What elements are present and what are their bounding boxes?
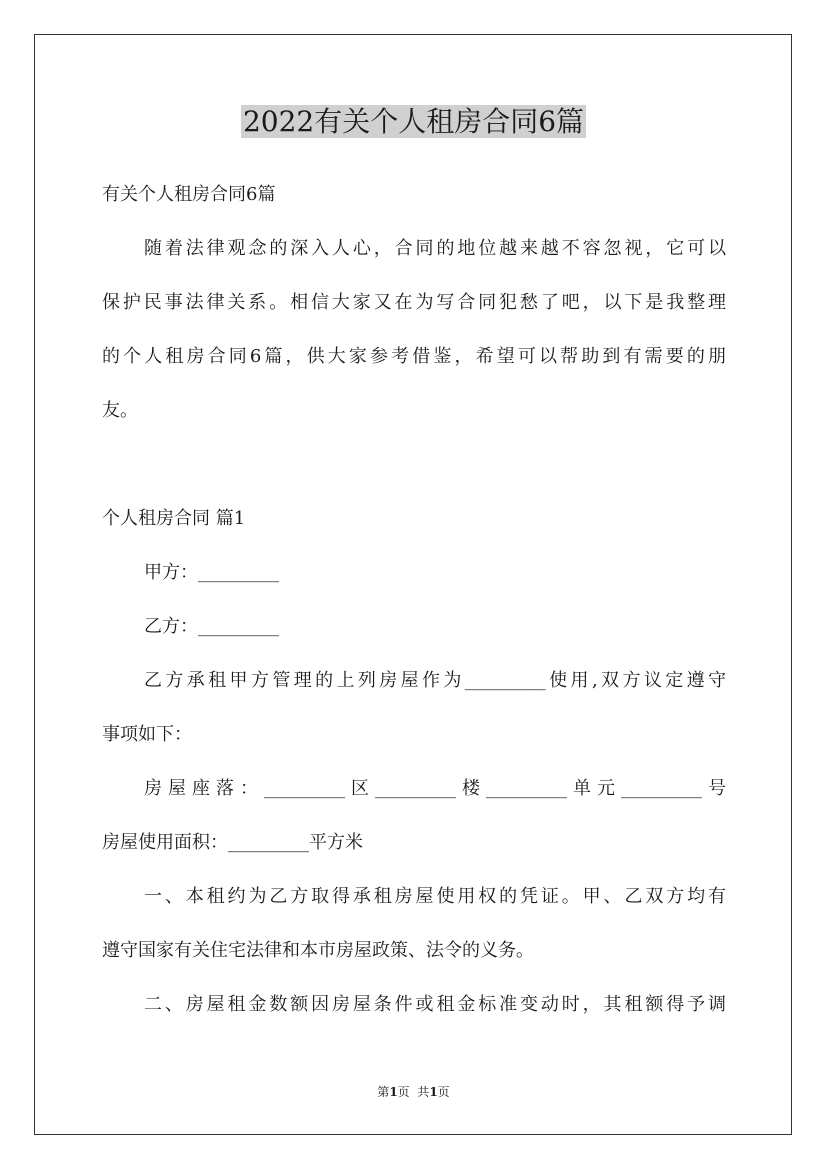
footer-text: 第 xyxy=(377,1085,390,1099)
section-heading: 个人租房合同 篇1 xyxy=(102,508,246,529)
clause-line: 遵守国家有关住宅法律和本市房屋政策、法令的义务。 xyxy=(102,940,534,961)
clause-line: 二、房屋租金数额因房屋条件或租金标准变动时，其租额得予调 xyxy=(144,994,726,1015)
area-line: 房屋使用面积：_________平方米 xyxy=(102,832,363,853)
paragraph-line: 的个人租房合同6篇，供大家参考借鉴，希望可以帮助到有需要的朋 xyxy=(102,346,726,367)
clause-line: 一、本租约为乙方取得承租房屋使用权的凭证。甲、乙双方均有 xyxy=(144,886,726,907)
footer-text: 页 共 xyxy=(397,1085,430,1099)
paragraph-line: 保护民事法律关系。相信大家又在为写合同犯愁了吧，以下是我整理 xyxy=(102,292,726,313)
party-a-line: 甲方：_________ xyxy=(144,562,279,583)
subtitle-line: 有关个人租房合同6篇 xyxy=(102,184,276,205)
paragraph-line: 乙方承租甲方管理的上列房屋作为_________使用,双方议定遵守 xyxy=(144,670,726,691)
footer-text: 页 xyxy=(437,1085,450,1099)
address-line: 房屋座落：_________区_________楼_________单元_________号 xyxy=(144,778,726,799)
paragraph-line: 事项如下： xyxy=(102,724,192,745)
paragraph-line: 随着法律观念的深入人心，合同的地位越来越不容忽视，它可以 xyxy=(144,238,726,259)
page-footer xyxy=(0,1084,827,1100)
current-page-number: 1 xyxy=(389,1085,398,1099)
document-title: 2022有关个人租房合同6篇 xyxy=(242,105,585,138)
party-b-line: 乙方：_________ xyxy=(144,616,279,637)
paragraph-line: 友。 xyxy=(102,400,138,421)
total-page-number: 1 xyxy=(429,1085,438,1099)
